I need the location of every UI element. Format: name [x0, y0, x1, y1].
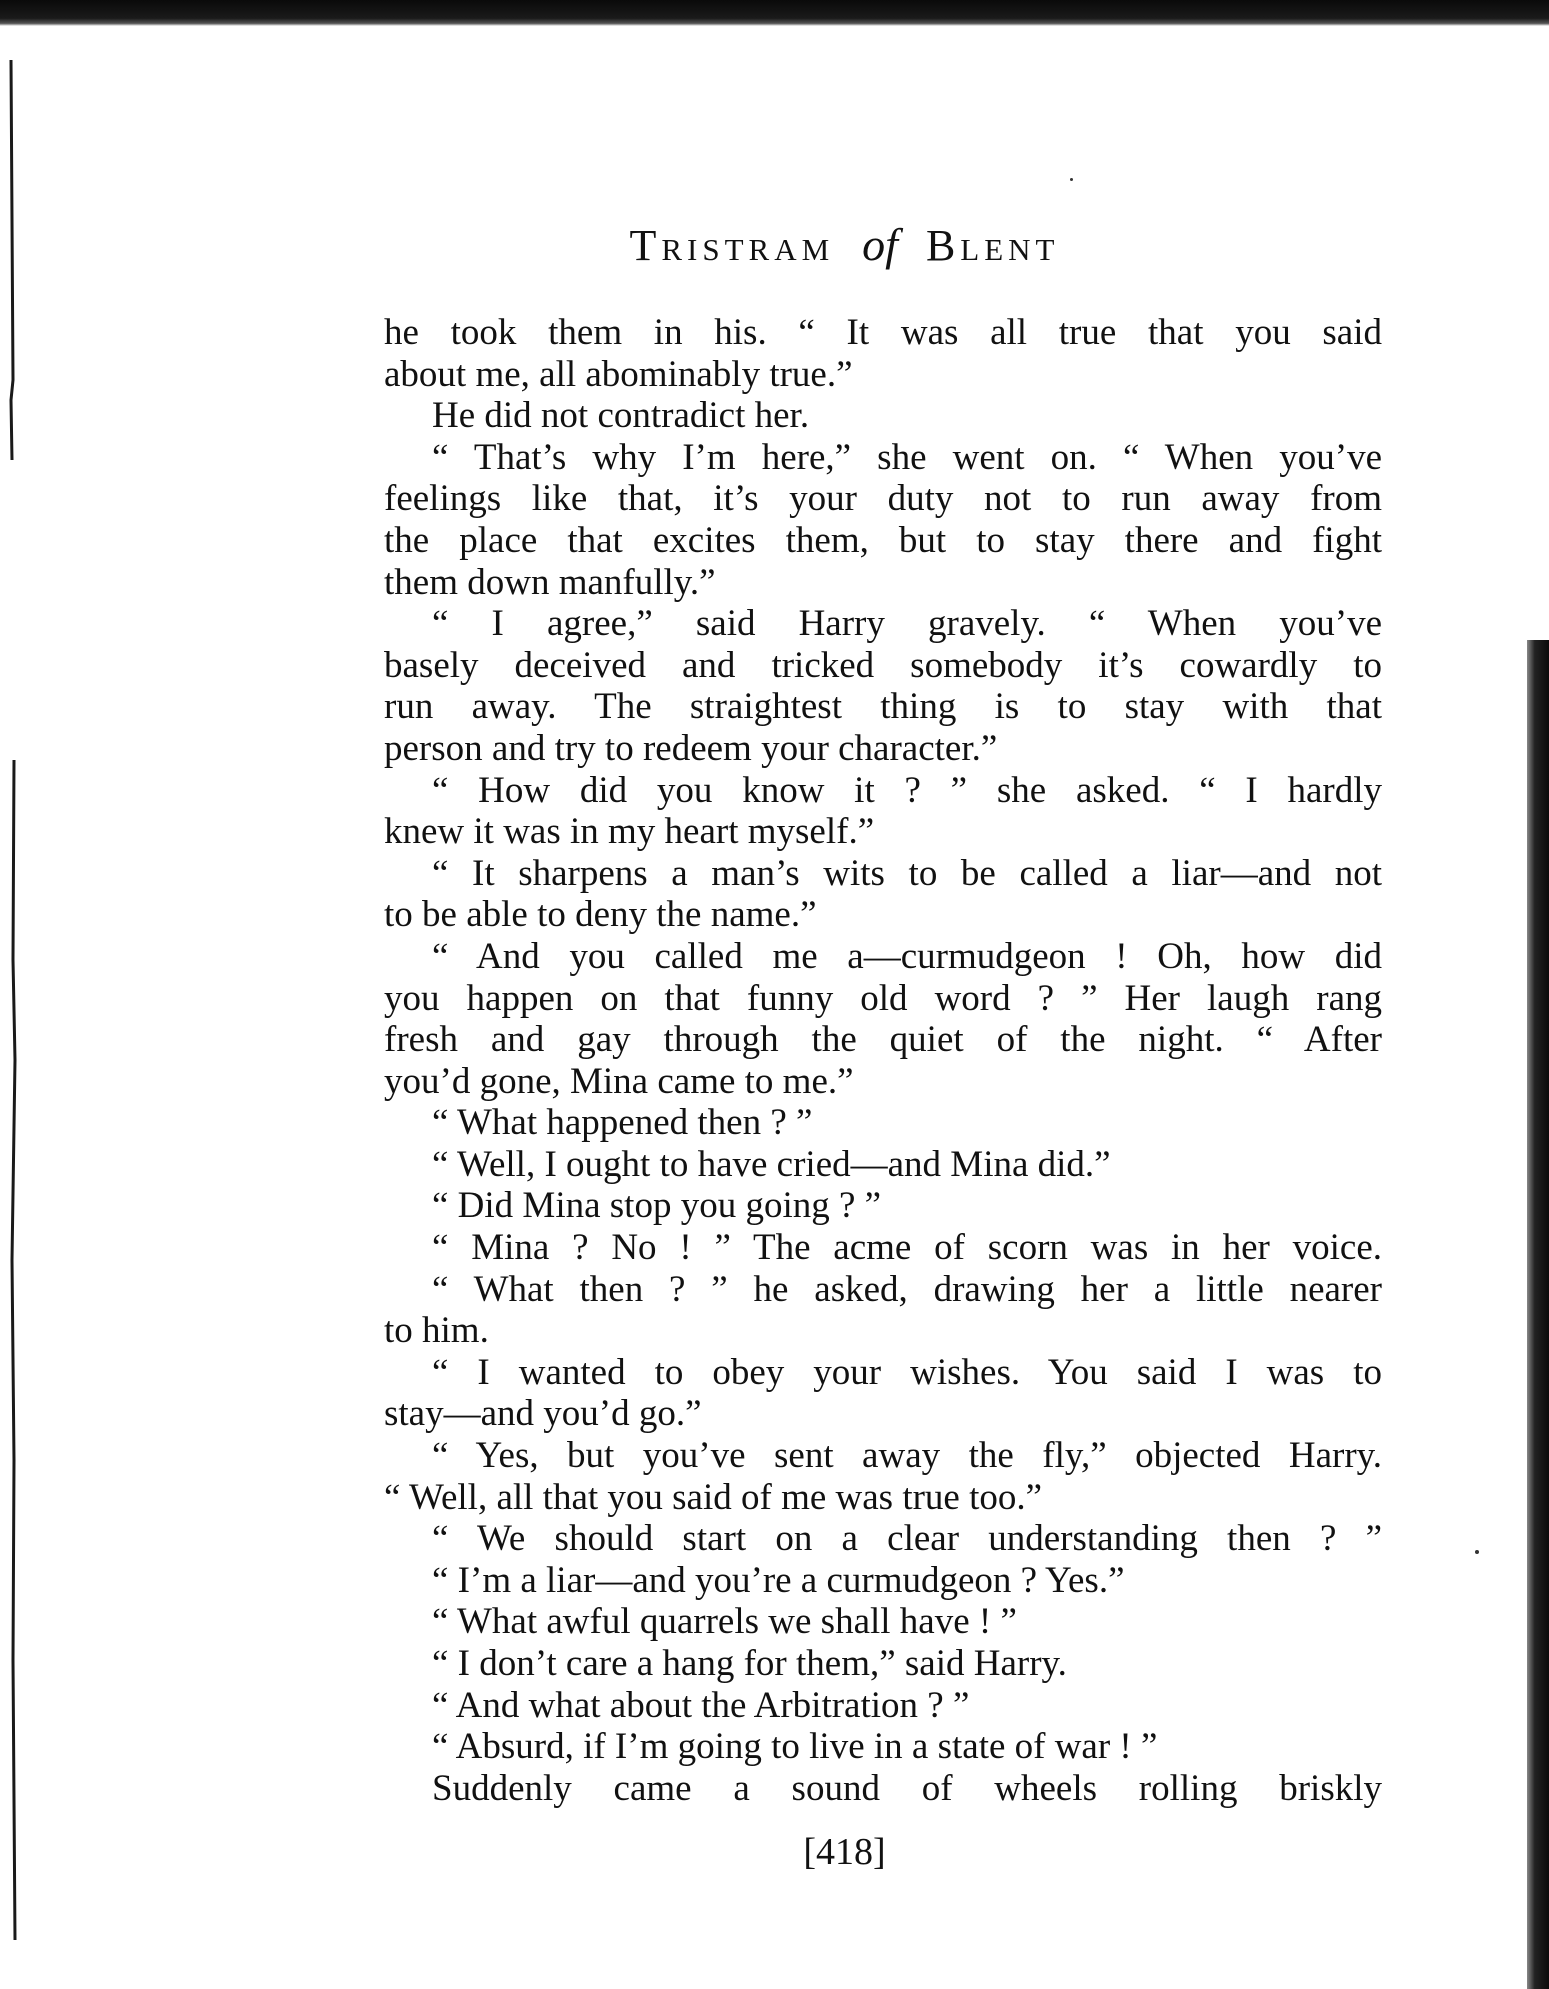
text-line: feelings like that, it’s your duty not to run away from	[384, 478, 1382, 520]
text-line: run away. The straightest thing is to stay with that	[384, 686, 1382, 728]
text-line: person and try to redeem your character.”	[384, 727, 998, 769]
text-line: “ Well, all that you said of me was true too.”	[384, 1476, 1043, 1518]
running-head	[0, 218, 1549, 271]
text-line: “ Absurd, if I’m going to live in a state of war ! ”	[432, 1726, 1158, 1768]
text-line: He did not contradict her.	[432, 395, 810, 437]
text-line: you happen on that funny old word ? ” Her laugh rang	[384, 977, 1382, 1019]
text-line: the place that excites them, but to stay there and fight	[384, 519, 1382, 561]
page-number: [418]	[803, 1831, 886, 1873]
running-head-title: Tristram	[629, 221, 835, 270]
text-line: you’d gone, Mina came to me.”	[384, 1060, 854, 1102]
text-line: “ And you called me a—curmudgeon ! Oh, how did	[432, 935, 1382, 977]
text-line: “ I agree,” said Harry gravely. “ When you’ve	[432, 603, 1382, 645]
text-line: he took them in his. “ It was all true that you said	[384, 312, 1382, 353]
text-line: “ Did Mina stop you going ? ”	[432, 1185, 882, 1227]
text-line: “ What happened then ? ”	[432, 1102, 813, 1144]
scan-speck	[1475, 1550, 1479, 1554]
text-line: stay—and you’d go.”	[384, 1393, 702, 1435]
text-line: “ Well, I ought to have cried—and Mina did.”	[432, 1143, 1111, 1185]
text-line: “ How did you know it ? ” she asked. “ I hardly	[432, 769, 1382, 811]
right-scan-shadow	[1527, 640, 1549, 1989]
text-line: “ What awful quarrels we shall have ! ”	[432, 1601, 1017, 1643]
text-line: them down manfully.”	[384, 561, 716, 603]
text-line: to him.	[384, 1310, 489, 1352]
text-line: “ And what about the Arbitration ? ”	[432, 1684, 970, 1726]
text-line: to be able to deny the name.”	[384, 894, 817, 936]
text-line: “ That’s why I’m here,” she went on. “ When you’ve	[432, 436, 1382, 478]
text-line: “ It sharpens a man’s wits to be called a liar—and not	[432, 852, 1382, 894]
text-line: “ I don’t care a hang for them,” said Harry.	[432, 1643, 1067, 1684]
text-line: knew it was in my heart myself.”	[384, 811, 875, 853]
text-line: basely deceived and tricked somebody it’s cowardly to	[384, 644, 1382, 686]
text-line: “ Mina ? No ! ” The acme of scorn was in her voice.	[432, 1227, 1382, 1269]
scan-speck	[1070, 178, 1073, 181]
running-head-connector: of	[862, 219, 898, 270]
text-line: Suddenly came a sound of wheels rolling briskly	[432, 1767, 1382, 1809]
text-line: “ We should start on a clear understanding then ? ”	[432, 1518, 1382, 1560]
body-text	[384, 312, 1382, 1809]
text-line: “ I wanted to obey your wishes. You said I was to	[432, 1351, 1382, 1393]
text-line: about me, all abominably true.”	[384, 353, 853, 395]
top-scan-border	[0, 0, 1549, 26]
text-line: “ What then ? ” he asked, drawing her a little nearer	[432, 1268, 1382, 1310]
text-line: “ I’m a liar—and you’re a curmudgeon ? Yes.”	[432, 1559, 1125, 1601]
text-line: fresh and gay through the quiet of the night. “ After	[384, 1019, 1382, 1061]
left-scan-artifact	[8, 60, 18, 1960]
running-head-title-end: Blent	[925, 221, 1060, 270]
text-line: “ Yes, but you’ve sent away the fly,” objected Harry.	[432, 1435, 1382, 1477]
